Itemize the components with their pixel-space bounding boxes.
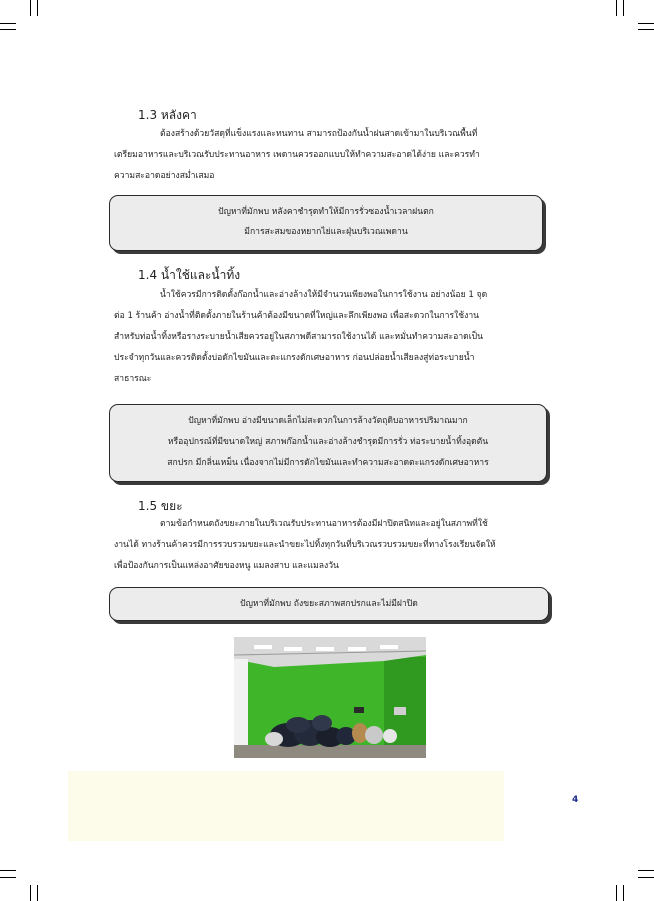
section-heading-water: 1.4 น้ำใช้และน้ำทิ้ง — [138, 268, 241, 282]
garbage-area-illustration — [234, 637, 426, 758]
crop-mark — [638, 877, 654, 878]
crop-mark — [623, 0, 624, 16]
paragraph-line: เตรียมอาหารและบริเวณรับประทานอาหาร เพดานควรออกแบบให้ทำความสะอาดได้ง่าย และควรทำ — [114, 150, 480, 160]
page-number: 4 — [572, 795, 579, 805]
paragraph-line: ตามข้อกำหนดถังขยะภายในบริเวณรับประทานอาหารต้องมีฝาปิดสนิทและอยู่ในสภาพที่ใช้ — [160, 519, 488, 529]
crop-mark — [638, 29, 654, 30]
section-body-waste — [114, 514, 556, 577]
problem-line: ปัญหาที่มักพบ อ่างมีขนาดเล็กไม่สะดวกในการล้างวัตถุดิบอาหารปริมาณมาก — [188, 416, 468, 426]
problem-box-waste — [109, 587, 549, 621]
paragraph-line: เพื่อป้องกันการเป็นแหล่งอาศัยของหนู แมลงสาบ และแมลงวัน — [114, 561, 339, 571]
problem-box-roof — [109, 195, 543, 251]
paragraph-line: ต่อ 1 ร้านค้า อ่างน้ำที่ติดตั้งภายในร้านค้าต้องมีขนาดที่ใหญ่และลึกเพียงพอ เพื่อสะดวกในการใช้งาน — [114, 311, 480, 321]
crop-mark — [0, 870, 16, 871]
problem-line: มีการสะสมของหยากไย่และฝุ่นบริเวณเพดาน — [244, 227, 408, 237]
crop-mark — [0, 23, 16, 24]
problem-line: สกปรก มีกลิ่นเหม็น เนื่องจากไม่มีการดักไขมันและทำความสะอาดตะแกรงดักเศษอาหาร — [167, 458, 489, 468]
section-body-roof — [114, 124, 556, 187]
paragraph-line: งานได้ ทางร้านค้าควรมีการรวบรวมขยะและนำขยะไปทิ้งทุกวันที่บริเวณรวบรวมขยะที่ทางโรงเรียนจัดให้ — [114, 540, 496, 550]
crop-mark — [30, 885, 31, 901]
problem-line: ปัญหาที่มักพบ หลังคาชำรุดทำให้มีการรั่วซองน้ำเวลาฝนตก — [218, 207, 434, 217]
crop-mark — [37, 0, 38, 16]
crop-mark — [37, 885, 38, 901]
section-heading-roof: 1.3 หลังคา — [138, 108, 197, 122]
crop-mark — [616, 885, 617, 901]
paragraph-line: น้ำใช้ควรมีการติดตั้งก๊อกน้ำและอ่างล้างให้มีจำนวนเพียงพอในการใช้งาน อย่างน้อย 1 จุด — [160, 290, 488, 300]
crop-mark — [30, 0, 31, 16]
problem-line: หรืออุปกรณ์ที่มีขนาดใหญ่ สภาพก๊อกน้ำและอ่างล้างชำรุดมีการรั่ว ท่อระบายน้ำทิ้งอุดตัน — [167, 437, 489, 447]
problem-line: ปัญหาที่มักพบ ถังขยะสภาพสกปรกและไม่มีฝาปิด — [240, 599, 418, 609]
decorative-banner — [68, 771, 504, 841]
paragraph-line: ความสะอาดอย่างสม่ำเสมอ — [114, 171, 215, 181]
section-body-water — [114, 285, 556, 390]
crop-mark — [638, 23, 654, 24]
crop-mark — [0, 877, 16, 878]
paragraph-line: ประจำทุกวันและควรติดตั้งบ่อดักไขมันและตะแกรงดักเศษอาหาร ก่อนปล่อยน้ำเสียลงสู่ท่อระบายน้ำ — [114, 353, 475, 363]
section-heading-waste: 1.5 ขยะ — [138, 499, 183, 513]
paragraph-line: สาธารณะ — [114, 374, 152, 384]
garbage-area-photo — [234, 637, 426, 758]
paragraph-line: สำหรับท่อน้ำทิ้งหรือรางระบายน้ำเสียควรอยู่ในสภาพดีสามารถใช้งานได้ และหมั่นทำความสะอาดเป็น — [114, 332, 483, 342]
problem-box-water — [109, 404, 547, 482]
crop-mark — [638, 870, 654, 871]
paragraph-line: ต้องสร้างด้วยวัสดุที่แข็งแรงและทนทาน สามารถป้องกันน้ำฝนสาดเข้ามาในบริเวณพื้นที่ — [160, 129, 478, 139]
crop-mark — [616, 0, 617, 16]
crop-mark — [0, 29, 16, 30]
crop-mark — [623, 885, 624, 901]
